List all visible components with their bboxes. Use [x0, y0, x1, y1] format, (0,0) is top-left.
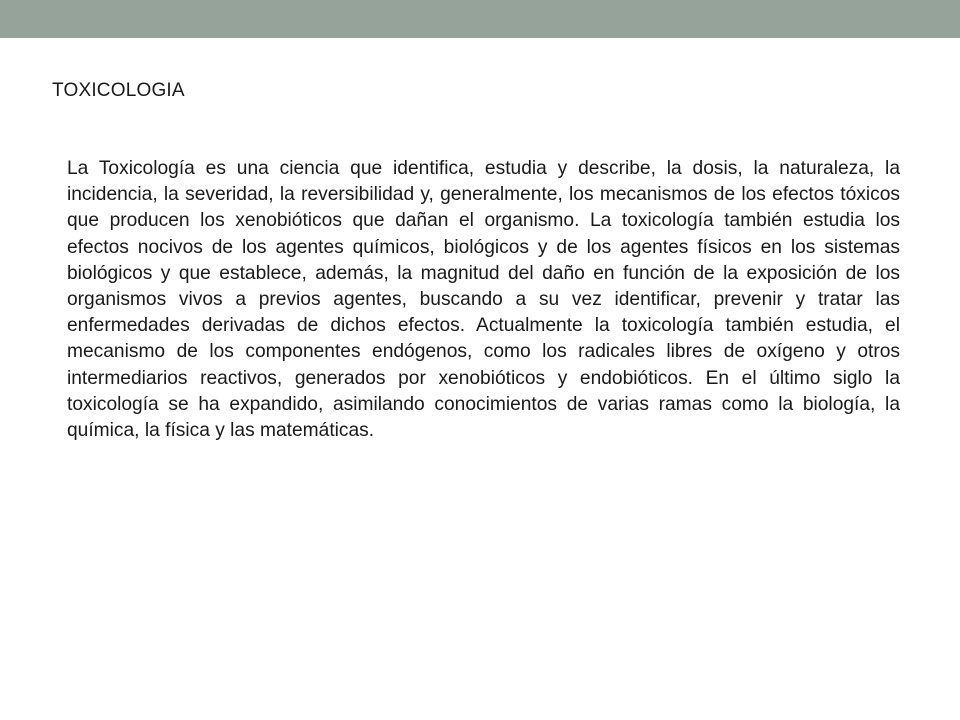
slide-title: TOXICOLOGIA — [52, 80, 185, 101]
slide-header-bar — [0, 0, 960, 38]
slide-body-text: La Toxicología es una ciencia que identifica, estudia y describe, la dosis, la naturaleza, la incidencia, la severidad, la reversibilidad y, generalmente, los mecanismos de los efectos tóxicos que producen los xenobióticos que dañan el organismo. La toxicología también estudia los efectos nocivos de los agentes químicos, biológicos y de los agentes físicos en los sistemas biológicos y que establece, además, la magnitud del daño en función de la exposición de los organismos vivos a previos agentes, buscando a su vez identificar, prevenir y tratar las enfermedades derivadas de dichos efectos. Actualmente la toxicología también estudia, el mecanismo de los componentes endógenos, como los radicales libres de oxígeno y otros intermediarios reactivos, generados por xenobióticos y endobióticos. En el último siglo la toxicología se ha expandido, asimilando conocimientos de varias ramas como la biología, la química, la física y las matemáticas. — [67, 158, 900, 442]
